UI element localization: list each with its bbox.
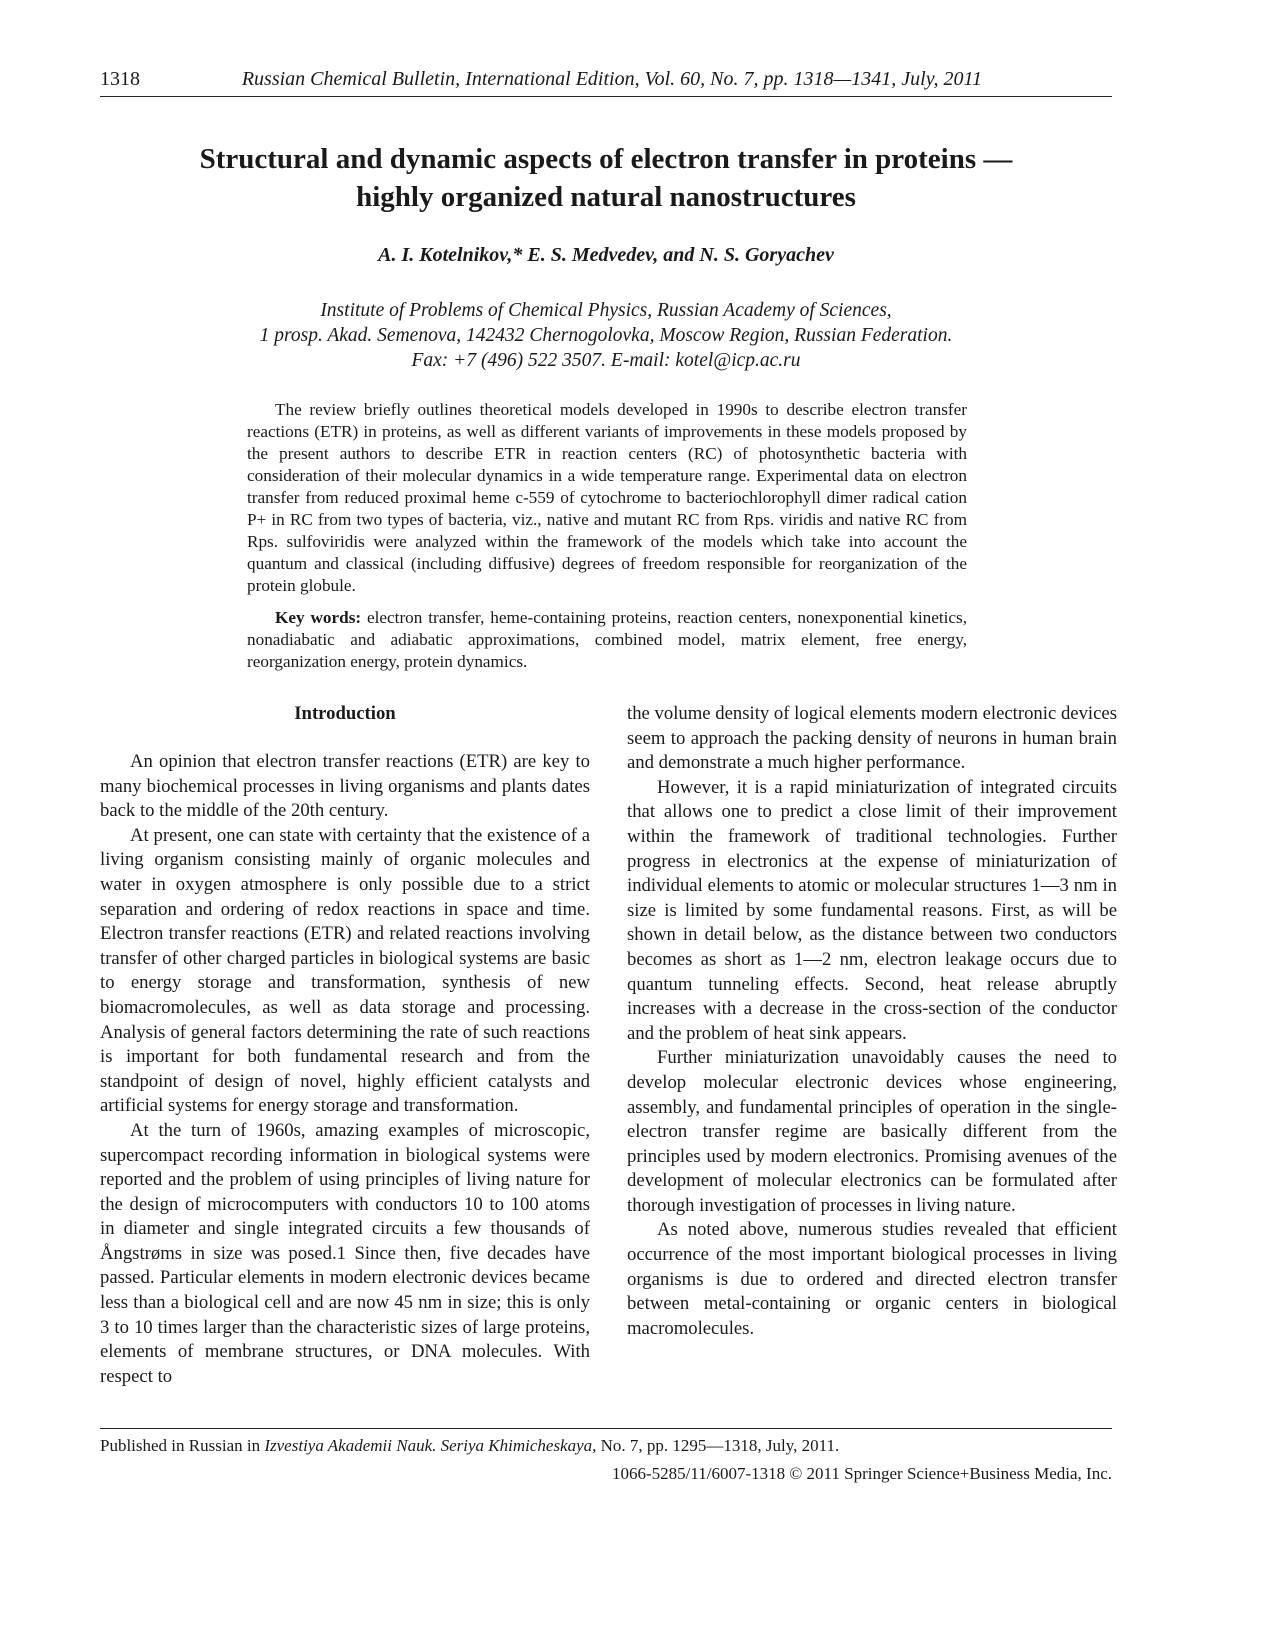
journal-citation: Russian Chemical Bulletin, International Edition, Vol. 60, No. 7, pp. 1318—1341, July, 2011 <box>241 68 982 90</box>
title-line-1: Structural and dynamic aspects of electron transfer in proteins — <box>199 143 1013 175</box>
article-title <box>100 140 1112 216</box>
paragraph: An opinion that electron transfer reactions (ETR) are key to many biochemical processes in living organisms and plants dates back to the middle of the 20th century. <box>100 751 590 822</box>
authors: A. I. Kotelnikov,* E. S. Medvedev, and N. S. Goryachev <box>378 244 834 266</box>
footer-divider <box>100 1428 1112 1429</box>
paragraph: Further miniaturization unavoidably causes the need to develop molecular electronic devices whose engineering, assembly, and fundamental principles of operation in the single-electron transfer regime are basically different from the principles used by modern electronics. Promising avenues of the development of molecular electronics can be formulated after thorough investigation of processes in living nature. <box>627 1047 1117 1216</box>
keywords-text: electron transfer, heme-containing proteins, reaction centers, nonexponential kinetics, nonadiabatic and adiabatic approximations, combined model, matrix element, free energy, reorganization energy, protein dynamics. <box>247 608 967 671</box>
right-column <box>627 702 1117 1341</box>
title-line-2: highly organized natural nanostructures <box>356 181 856 213</box>
section-heading-introduction: Introduction <box>294 703 396 724</box>
affiliation-line-1: Institute of Problems of Chemical Physics, Russian Academy of Sciences, <box>320 300 892 321</box>
abstract <box>247 399 967 673</box>
affiliation-line-3: Fax: +7 (496) 522 3507. E-mail: kotel@icp.ac.ru <box>411 350 801 371</box>
keywords-label: Key words: <box>275 608 362 627</box>
published-suffix: No. 7, pp. 1295—1318, July, 2011. <box>600 1436 840 1455</box>
keywords <box>247 607 967 673</box>
page-number: 1318 <box>100 68 140 90</box>
copyright-line: 1066-5285/11/6007-1318 © 2011 Springer Science+Business Media, Inc. <box>611 1464 1112 1483</box>
paragraph: As noted above, numerous studies revealed that efficient occurrence of the most important biological processes in living organisms is due to ordered and directed electron transfer between metal-containing or organic centers in biological macromolecules. <box>627 1219 1117 1339</box>
affiliation <box>100 298 1112 373</box>
published-prefix: Published in Russian in <box>100 1436 261 1455</box>
publication-note <box>100 1436 839 1456</box>
paragraph: However, it is a rapid miniaturization of integrated circuits that allows one to predict a close limit of their improvement within the framework of traditional technologies. Further progress in electronics at the expense of miniaturization of individual elements to atomic or molecular structures 1—3 nm in size is limited by some fundamental reasons. First, as will be shown in detail below, as the distance between two conductors becomes as short as 1—2 nm, electron leakage occurs due to quantum tunneling effects. Second, heat release abruptly increases with a decrease in the cross-section of the conductor and the problem of heat sink appears. <box>627 776 1117 1044</box>
paragraph: At the turn of 1960s, amazing examples of microscopic, supercompact recording information in biological systems were reported and the problem of using principles of living nature for the design of microcomputers with conductors 10 to 100 atoms in diameter and single integrated circuits a few thousands of Ångstrøms in size was posed.1 Since then, five decades have passed. Particular elements in modern electronic devices became less than a biological cell and are now 45 nm in size; this is only 3 to 10 times larger than the characteristic sizes of large proteins, elements of membrane structures, or DNA molecules. With respect to <box>100 1119 590 1387</box>
running-header <box>100 64 1112 97</box>
abstract-text: The review briefly outlines theoretical models developed in 1990s to describe electron transfer reactions (ETR) in proteins, as well as different variants of improvements in these models proposed by the present authors to describe ETR in reaction centers (RC) of photosynthetic bacteria with consideration of their molecular dynamics in a wide temperature range. Experimental data on electron transfer from reduced proximal heme c-559 of cytochrome to bacteriochlorophyll dimer radical cation P+ in RC from two types of bacteria, viz., native and mutant RC from Rps. viridis and native RC from Rps. sulfoviridis were analyzed within the framework of the models which take into account the quantum and classical (including diffusive) degrees of freedom responsible for reorganization of the protein globule. <box>247 400 967 595</box>
paragraph: the volume density of logical elements modern electronic devices seem to approach the packing density of neurons in human brain and demonstrate a much higher performance. <box>627 703 1117 774</box>
left-column <box>100 702 590 1389</box>
paragraph: At present, one can state with certainty that the existence of a living organism consisting mainly of organic molecules and water in oxygen atmosphere is only possible due to a strict separation and ordering of redox reactions in space and time. Electron transfer reactions (ETR) and related reactions involving transfer of other charged particles in biological systems are basic to energy storage and transformation, synthesis of new biomacromolecules, as well as data storage and processing. Analysis of general factors determining the rate of such reactions is important for both fundamental research and from the standpoint of design of novel, highly efficient catalysts and artificial systems for energy storage and transformation. <box>100 824 590 1117</box>
affiliation-line-2: 1 prosp. Akad. Semenova, 142432 Chernogolovka, Moscow Region, Russian Federation. <box>259 325 953 346</box>
published-journal: Izvestiya Akademii Nauk. Seriya Khimicheskaya, <box>264 1436 597 1455</box>
